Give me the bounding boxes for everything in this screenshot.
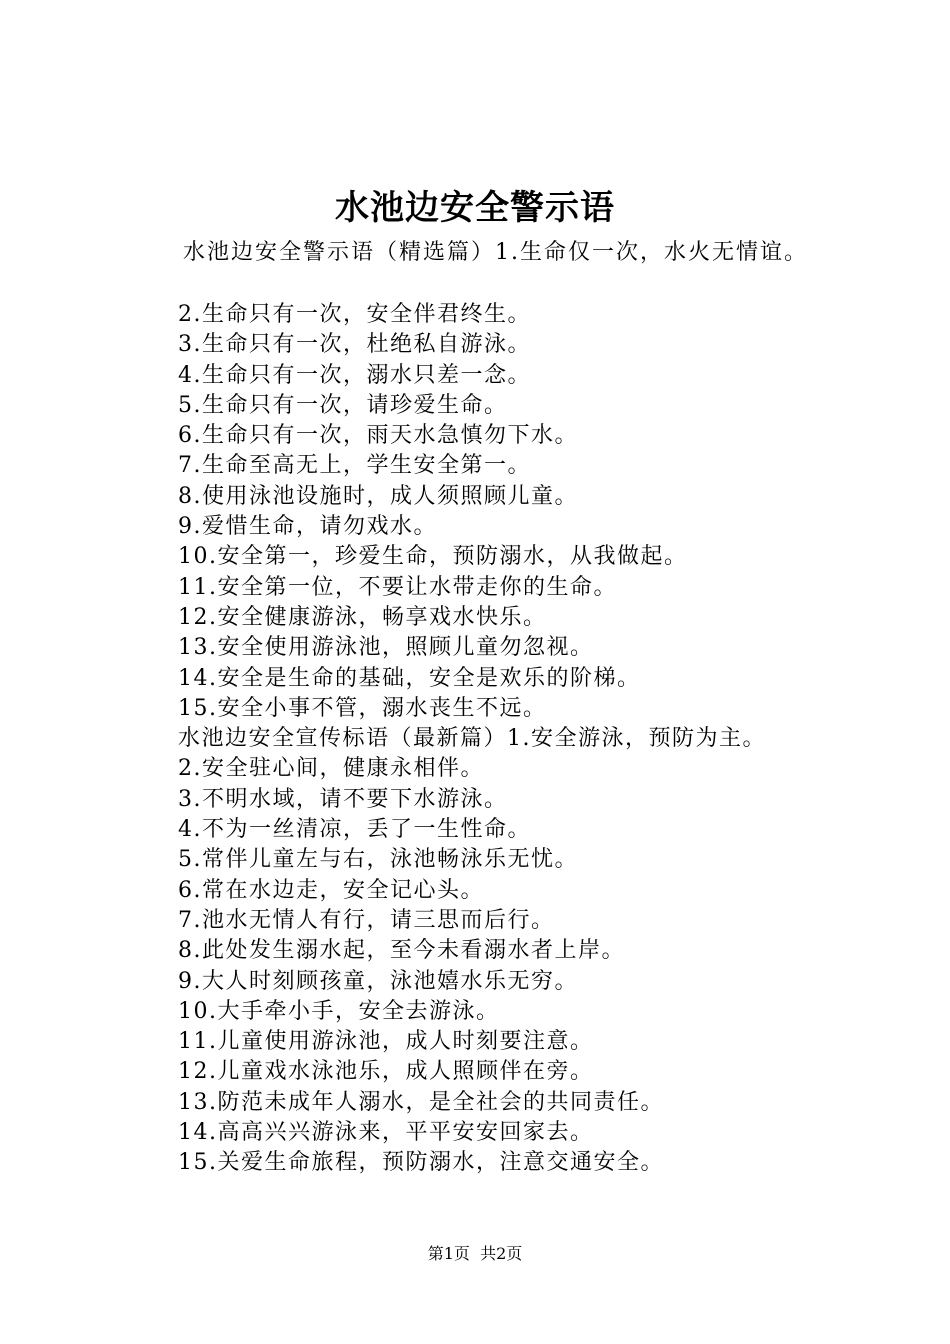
slogan-line: 4.生命只有一次，溺水只差一念。 [178,362,531,388]
slogan-line: 12.儿童戏水泳池乐，成人照顾伴在旁。 [178,1059,594,1085]
slogan-line: 6.生命只有一次，雨天水急慎勿下水。 [178,423,578,449]
slogan-line: 2.安全驻心间，健康永相伴。 [178,756,484,782]
slogan-line: 4.不为一丝清凉，丢了一生性命。 [178,817,531,843]
page-title: 水池边安全警示语 [335,188,615,228]
slogan-line: 5.常伴儿童左与右，泳池畅泳乐无忧。 [178,847,578,873]
slogan-line: 9.大人时刻顾孩童，泳池嬉水乐无穷。 [178,968,578,994]
intro-line: 水池边安全警示语（精选篇）1.生命仅一次，水火无情谊。 [183,240,808,265]
slogan-list [178,300,918,1179]
slogan-line: 3.生命只有一次，杜绝私自游泳。 [178,332,531,358]
slogan-line: 8.使用泳池设施时，成人须照顾儿童。 [178,483,578,509]
slogan-line: 13.防范未成年人溺水，是全社会的共同责任。 [178,1089,664,1115]
slogan-line: 2.生命只有一次，安全伴君终生。 [178,302,531,327]
slogan-line: 13.安全使用游泳池，照顾儿童勿忽视。 [178,635,594,661]
section-heading-line: 水池边安全宣传标语（最新篇）1.安全游泳，预防为主。 [178,726,766,752]
slogan-line: 14.高高兴兴游泳来，平平安安回家去。 [178,1120,594,1146]
slogan-line: 3.不明水域，请不要下水游泳。 [178,786,508,812]
slogan-line: 7.生命至高无上，学生安全第一。 [178,453,531,479]
slogan-line: 11.儿童使用游泳池，成人时刻要注意。 [178,1029,594,1055]
page-number-footer: 第1页 共2页 [427,1244,523,1263]
slogan-line: 7.池水无情人有行，请三思而后行。 [178,907,555,933]
slogan-line: 15.关爱生命旅程，预防溺水，注意交通安全。 [178,1150,664,1176]
slogan-line: 8.此处发生溺水起，至今未看溺水者上岸。 [178,938,625,964]
slogan-line: 15.安全小事不管，溺水丧生不远。 [178,695,547,721]
slogan-line: 12.安全健康游泳，畅享戏水快乐。 [178,604,547,630]
slogan-line: 9.爱惜生命，请勿戏水。 [178,514,437,540]
slogan-line: 11.安全第一位，不要让水带走你的生命。 [178,574,617,600]
slogan-line: 10.安全第一，珍爱生命，预防溺水，从我做起。 [178,544,688,570]
slogan-line: 5.生命只有一次，请珍爱生命。 [178,392,508,418]
slogan-line: 6.常在水边走，安全记心头。 [178,877,484,903]
slogan-line: 14.安全是生命的基础，安全是欢乐的阶梯。 [178,665,641,691]
slogan-line: 10.大手牵小手，安全去游泳。 [178,998,500,1024]
